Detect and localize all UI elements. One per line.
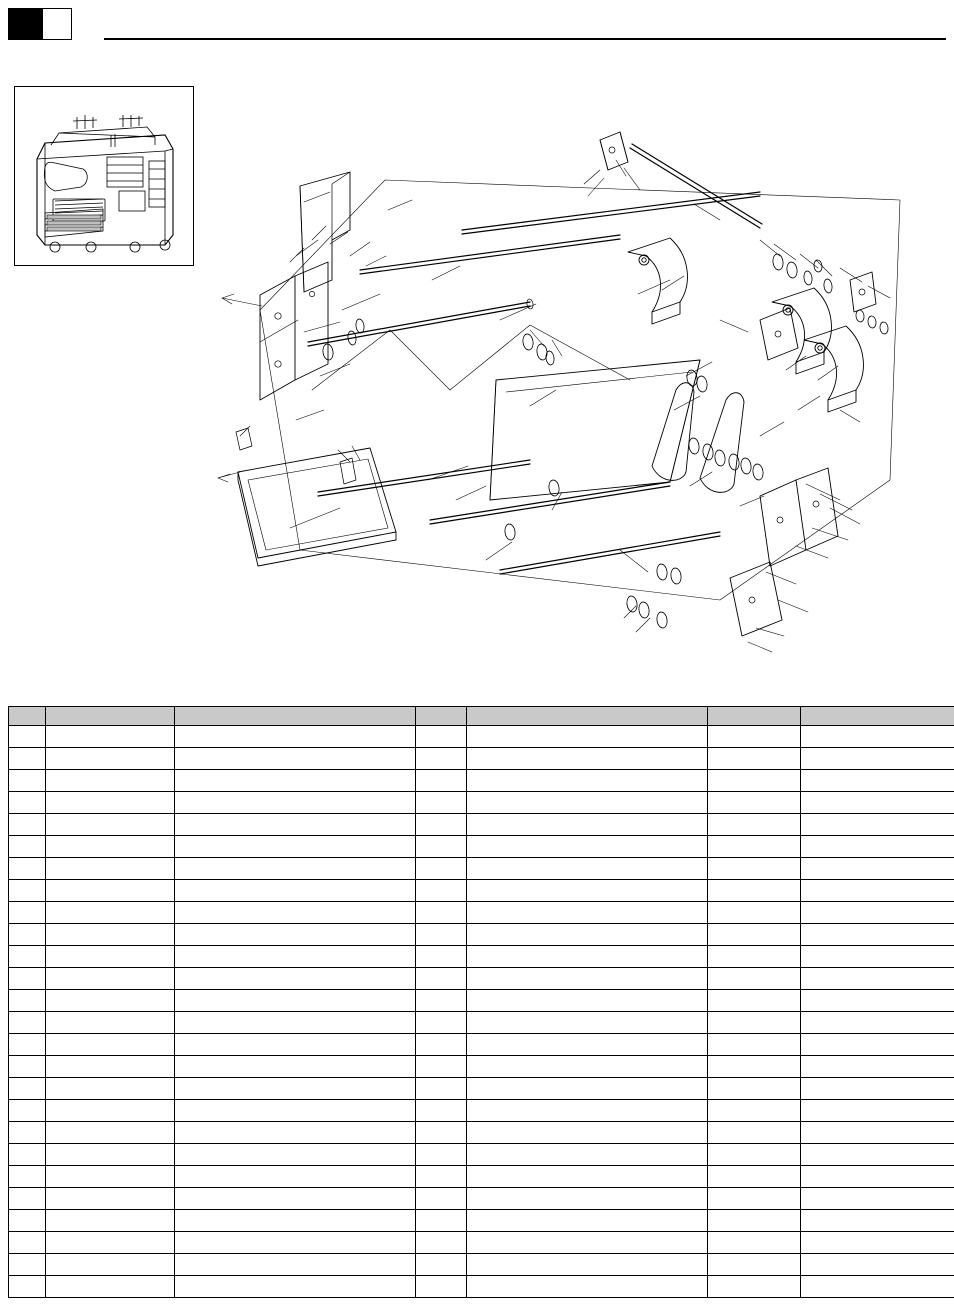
cell-qty xyxy=(416,836,467,858)
table-row xyxy=(9,1122,954,1144)
cell-ref xyxy=(9,1232,46,1254)
cell-qty xyxy=(416,792,467,814)
cell-qty xyxy=(416,770,467,792)
cell-description-2 xyxy=(467,902,708,924)
table-row xyxy=(9,1056,954,1078)
cell-note xyxy=(801,1034,954,1056)
cell-qty xyxy=(416,1122,467,1144)
cell-description-2 xyxy=(467,1254,708,1276)
cell-qty xyxy=(416,1254,467,1276)
cell-note xyxy=(801,858,954,880)
cell-qty-2 xyxy=(708,836,801,858)
cell-note xyxy=(801,1276,954,1298)
cell-qty-2 xyxy=(708,770,801,792)
table-row xyxy=(9,1188,954,1210)
table-row xyxy=(9,1210,954,1232)
cell-part-number xyxy=(46,726,175,748)
cell-description-2 xyxy=(467,858,708,880)
cell-qty-2 xyxy=(708,990,801,1012)
cell-description xyxy=(175,880,416,902)
cell-qty-2 xyxy=(708,1100,801,1122)
cell-part-number xyxy=(46,748,175,770)
cell-description xyxy=(175,1166,416,1188)
cell-description xyxy=(175,1056,416,1078)
cell-note xyxy=(801,1166,954,1188)
cell-description-2 xyxy=(467,792,708,814)
cell-description-2 xyxy=(467,748,708,770)
cell-note xyxy=(801,836,954,858)
cell-description xyxy=(175,1012,416,1034)
cell-ref xyxy=(9,968,46,990)
cell-qty xyxy=(416,1034,467,1056)
cell-qty-2 xyxy=(708,902,801,924)
cell-note xyxy=(801,1188,954,1210)
cell-part-number xyxy=(46,1012,175,1034)
cell-part-number xyxy=(46,1056,175,1078)
cell-description-2 xyxy=(467,836,708,858)
page-header xyxy=(0,0,954,48)
cell-description xyxy=(175,726,416,748)
cell-description-2 xyxy=(467,814,708,836)
cell-description-2 xyxy=(467,924,708,946)
table-row xyxy=(9,1078,954,1100)
cell-part-number xyxy=(46,1100,175,1122)
table-row xyxy=(9,726,954,748)
cell-ref xyxy=(9,1012,46,1034)
cell-ref xyxy=(9,1276,46,1298)
cell-qty-2 xyxy=(708,1056,801,1078)
cell-qty xyxy=(416,990,467,1012)
cell-description-2 xyxy=(467,990,708,1012)
table-row xyxy=(9,902,954,924)
cell-description-2 xyxy=(467,1166,708,1188)
cell-ref xyxy=(9,924,46,946)
cell-qty xyxy=(416,1166,467,1188)
cell-note xyxy=(801,946,954,968)
cell-ref xyxy=(9,880,46,902)
cell-description-2 xyxy=(467,726,708,748)
cell-description xyxy=(175,1210,416,1232)
cell-note xyxy=(801,990,954,1012)
cell-description xyxy=(175,1122,416,1144)
cell-note xyxy=(801,726,954,748)
cell-part-number xyxy=(46,880,175,902)
cell-part-number xyxy=(46,1232,175,1254)
cell-qty xyxy=(416,968,467,990)
table-row xyxy=(9,990,954,1012)
header-divider xyxy=(104,38,946,40)
cell-part-number xyxy=(46,902,175,924)
cell-qty xyxy=(416,946,467,968)
cell-qty-2 xyxy=(708,1078,801,1100)
cell-note xyxy=(801,748,954,770)
cell-description-2 xyxy=(467,946,708,968)
cell-qty-2 xyxy=(708,1012,801,1034)
cell-description-2 xyxy=(467,880,708,902)
cell-qty xyxy=(416,1276,467,1298)
cell-part-number xyxy=(46,946,175,968)
cell-qty xyxy=(416,748,467,770)
cell-description xyxy=(175,1034,416,1056)
cell-note xyxy=(801,1210,954,1232)
cell-ref xyxy=(9,902,46,924)
table-row xyxy=(9,1034,954,1056)
cell-description-2 xyxy=(467,1188,708,1210)
cell-description-2 xyxy=(467,1034,708,1056)
column-header-ref xyxy=(9,707,46,726)
cell-ref xyxy=(9,1210,46,1232)
cell-qty-2 xyxy=(708,1188,801,1210)
column-header-note xyxy=(801,707,954,726)
cell-ref xyxy=(9,748,46,770)
cell-note xyxy=(801,1254,954,1276)
cell-ref xyxy=(9,946,46,968)
table-row xyxy=(9,858,954,880)
cell-description xyxy=(175,968,416,990)
cell-description-2 xyxy=(467,1012,708,1034)
cell-qty-2 xyxy=(708,880,801,902)
column-header-part-number xyxy=(46,707,175,726)
cell-note xyxy=(801,792,954,814)
cell-description xyxy=(175,858,416,880)
cell-description xyxy=(175,814,416,836)
table-row xyxy=(9,1254,954,1276)
cell-note xyxy=(801,814,954,836)
table-row xyxy=(9,814,954,836)
cell-qty-2 xyxy=(708,1166,801,1188)
cell-part-number xyxy=(46,1210,175,1232)
column-header-description xyxy=(175,707,416,726)
cell-part-number xyxy=(46,924,175,946)
column-header-qty-2 xyxy=(708,707,801,726)
cell-description xyxy=(175,1254,416,1276)
cell-ref xyxy=(9,1122,46,1144)
cell-part-number xyxy=(46,1122,175,1144)
table-row xyxy=(9,880,954,902)
table-row xyxy=(9,1166,954,1188)
cell-ref xyxy=(9,1100,46,1122)
cell-description-2 xyxy=(467,1078,708,1100)
cell-ref xyxy=(9,990,46,1012)
cell-note xyxy=(801,1100,954,1122)
cell-description-2 xyxy=(467,1100,708,1122)
column-header-qty xyxy=(416,707,467,726)
cell-part-number xyxy=(46,1144,175,1166)
cell-qty-2 xyxy=(708,1122,801,1144)
locator-illustration xyxy=(15,87,193,265)
cell-ref xyxy=(9,836,46,858)
cell-description xyxy=(175,770,416,792)
cell-ref xyxy=(9,1254,46,1276)
cell-ref xyxy=(9,814,46,836)
table-row xyxy=(9,946,954,968)
cell-part-number xyxy=(46,814,175,836)
cell-ref xyxy=(9,1188,46,1210)
cell-description xyxy=(175,1100,416,1122)
cell-description xyxy=(175,792,416,814)
cell-description xyxy=(175,1188,416,1210)
cell-qty-2 xyxy=(708,924,801,946)
cell-ref xyxy=(9,770,46,792)
cell-ref xyxy=(9,1056,46,1078)
table-row xyxy=(9,924,954,946)
cell-part-number xyxy=(46,770,175,792)
cell-qty xyxy=(416,1078,467,1100)
cell-note xyxy=(801,968,954,990)
table-row xyxy=(9,836,954,858)
cell-description-2 xyxy=(467,1056,708,1078)
cell-note xyxy=(801,1232,954,1254)
cell-qty-2 xyxy=(708,1210,801,1232)
cell-description xyxy=(175,990,416,1012)
cell-description-2 xyxy=(467,1276,708,1298)
cell-qty xyxy=(416,1056,467,1078)
cell-ref xyxy=(9,1144,46,1166)
cell-qty-2 xyxy=(708,858,801,880)
cell-ref xyxy=(9,792,46,814)
cell-qty-2 xyxy=(708,968,801,990)
parts-table xyxy=(8,706,954,1298)
table-row xyxy=(9,1232,954,1254)
cell-qty-2 xyxy=(708,946,801,968)
cell-qty xyxy=(416,1100,467,1122)
cell-note xyxy=(801,1078,954,1100)
cell-description xyxy=(175,1144,416,1166)
cell-qty xyxy=(416,858,467,880)
table-body xyxy=(9,726,954,1298)
page-number-tab xyxy=(8,8,42,40)
table-row xyxy=(9,1144,954,1166)
cell-description xyxy=(175,836,416,858)
cell-description-2 xyxy=(467,968,708,990)
cell-note xyxy=(801,770,954,792)
cell-qty xyxy=(416,1144,467,1166)
table-row xyxy=(9,770,954,792)
machine-locator-thumbnail xyxy=(14,86,194,266)
cell-ref xyxy=(9,1034,46,1056)
table-row xyxy=(9,1276,954,1298)
cell-part-number xyxy=(46,990,175,1012)
cell-part-number xyxy=(46,968,175,990)
cell-description xyxy=(175,946,416,968)
exploded-parts-diagram xyxy=(200,80,946,660)
cell-ref xyxy=(9,726,46,748)
cell-qty xyxy=(416,726,467,748)
table-header-row xyxy=(9,707,954,726)
cell-qty-2 xyxy=(708,814,801,836)
cell-qty-2 xyxy=(708,726,801,748)
cell-qty xyxy=(416,1188,467,1210)
cell-qty xyxy=(416,880,467,902)
cell-part-number xyxy=(46,858,175,880)
table-row xyxy=(9,792,954,814)
section-code-tab xyxy=(42,8,72,40)
cell-note xyxy=(801,1056,954,1078)
cell-note xyxy=(801,924,954,946)
cell-qty xyxy=(416,814,467,836)
cell-part-number xyxy=(46,1188,175,1210)
cell-qty xyxy=(416,924,467,946)
cell-qty xyxy=(416,1210,467,1232)
cell-part-number xyxy=(46,836,175,858)
cell-note xyxy=(801,902,954,924)
cell-description xyxy=(175,902,416,924)
cell-ref xyxy=(9,1078,46,1100)
cell-description-2 xyxy=(467,1210,708,1232)
cell-qty-2 xyxy=(708,1254,801,1276)
cell-part-number xyxy=(46,1034,175,1056)
cell-note xyxy=(801,1122,954,1144)
cell-qty xyxy=(416,1012,467,1034)
cell-qty-2 xyxy=(708,748,801,770)
cell-note xyxy=(801,1144,954,1166)
cell-part-number xyxy=(46,1166,175,1188)
cell-description xyxy=(175,924,416,946)
cell-note xyxy=(801,880,954,902)
cell-description xyxy=(175,748,416,770)
exploded-diagram-svg xyxy=(200,80,946,660)
cell-part-number xyxy=(46,792,175,814)
cell-description-2 xyxy=(467,1122,708,1144)
cell-description xyxy=(175,1232,416,1254)
cell-qty-2 xyxy=(708,1232,801,1254)
cell-qty-2 xyxy=(708,792,801,814)
table-row xyxy=(9,1012,954,1034)
cell-ref xyxy=(9,858,46,880)
cell-qty-2 xyxy=(708,1034,801,1056)
cell-part-number xyxy=(46,1276,175,1298)
cell-part-number xyxy=(46,1078,175,1100)
table-row xyxy=(9,968,954,990)
cell-description xyxy=(175,1078,416,1100)
cell-part-number xyxy=(46,1254,175,1276)
table-row xyxy=(9,748,954,770)
cell-description-2 xyxy=(467,1144,708,1166)
cell-note xyxy=(801,1012,954,1034)
cell-qty-2 xyxy=(708,1144,801,1166)
table-row xyxy=(9,1100,954,1122)
column-header-description-2 xyxy=(467,707,708,726)
cell-qty xyxy=(416,902,467,924)
cell-description-2 xyxy=(467,770,708,792)
cell-qty-2 xyxy=(708,1276,801,1298)
cell-qty xyxy=(416,1232,467,1254)
cell-description xyxy=(175,1276,416,1298)
cell-description-2 xyxy=(467,1232,708,1254)
cell-ref xyxy=(9,1166,46,1188)
